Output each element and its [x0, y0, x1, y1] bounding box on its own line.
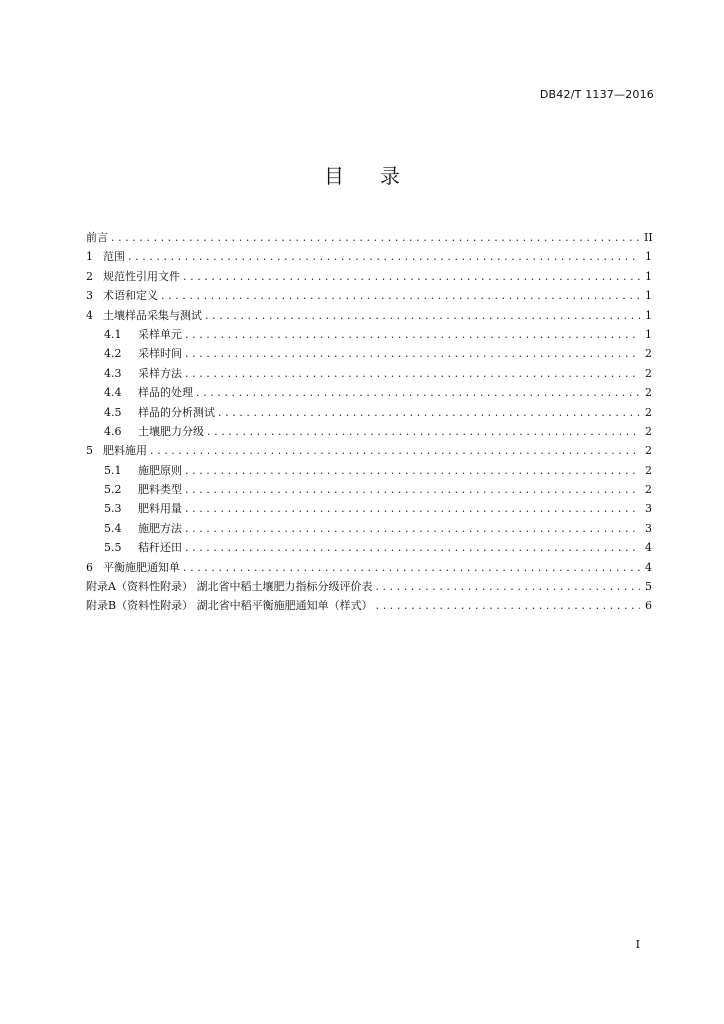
toc-entry-5-3[interactable]: [86, 499, 652, 518]
toc-section-number: 4.4: [104, 386, 122, 400]
toc-entry-4-6[interactable]: [86, 422, 652, 441]
toc-leader-dots: [376, 596, 640, 615]
toc-page-number: 2: [645, 483, 652, 497]
document-code: DB42/T 1137—2016: [539, 88, 654, 101]
toc-leader-dots: [150, 441, 640, 460]
toc-label: 范围: [103, 250, 125, 264]
toc-label: 土壤肥力分级: [138, 424, 204, 438]
toc-leader-dots: [185, 325, 640, 344]
toc-section-number: 1: [86, 250, 93, 264]
toc-label: 采样单元: [138, 327, 182, 341]
toc-entry-6[interactable]: [86, 558, 652, 577]
toc-leader-dots: [161, 286, 640, 305]
toc-entry-4[interactable]: [86, 306, 652, 325]
toc-entry-5-5[interactable]: [86, 538, 652, 557]
toc-entry-3[interactable]: [86, 286, 652, 305]
toc-page-number: 1: [645, 308, 652, 322]
toc-label: 规范性引用文件: [103, 269, 180, 283]
toc-entry-5-4[interactable]: [86, 519, 652, 538]
title-char-2: 录: [380, 164, 400, 188]
toc-leader-dots: [205, 306, 640, 325]
toc-entry-4-4[interactable]: [86, 383, 652, 402]
toc-leader-dots: [185, 344, 640, 363]
toc-entry-appendix-a[interactable]: [86, 577, 652, 596]
footer-page-number: I: [635, 938, 640, 951]
toc-leader-dots: [111, 228, 640, 247]
toc-entry-5-1[interactable]: [86, 461, 652, 480]
toc-leader-dots: [185, 519, 640, 538]
toc-leader-dots: [218, 403, 640, 422]
toc-leader-dots: [375, 577, 640, 596]
toc-entry-foreword[interactable]: [86, 228, 652, 247]
toc-entry-4-5[interactable]: [86, 403, 652, 422]
toc-section-number: 5.2: [104, 483, 122, 497]
toc-leader-dots: [207, 422, 640, 441]
toc-label: 平衡施肥通知单: [103, 560, 180, 574]
toc-entry-appendix-b[interactable]: [86, 596, 652, 615]
toc-section-number: 5.5: [104, 541, 122, 555]
toc-section-number: 4.3: [104, 366, 122, 380]
toc-section-number: 4.6: [104, 424, 122, 438]
toc-label: 肥料类型: [138, 483, 182, 497]
toc-label: 术语和定义: [103, 289, 158, 303]
toc-section-number: 5.1: [104, 463, 122, 477]
toc-entry-2[interactable]: [86, 267, 652, 286]
toc-section-number: 6: [86, 560, 93, 574]
toc-entry-4-2[interactable]: [86, 344, 652, 363]
toc-leader-dots: [183, 558, 640, 577]
toc-entry-5[interactable]: [86, 441, 652, 460]
toc-leader-dots: [185, 364, 640, 383]
toc-section-number: 5.3: [104, 502, 122, 516]
toc-label: 肥料用量: [138, 502, 182, 516]
toc-page-number: 1: [645, 250, 652, 264]
toc-page-number: 3: [645, 502, 652, 516]
toc-label: 采样方法: [138, 366, 182, 380]
toc-page-number: II: [644, 231, 653, 244]
toc-page-number: 2: [645, 386, 652, 400]
toc-leader-dots: [185, 461, 640, 480]
toc-label: 采样时间: [138, 347, 182, 361]
toc-section-number: 4.1: [104, 327, 122, 341]
toc-label: 施肥原则: [138, 463, 182, 477]
toc-leader-dots: [128, 247, 640, 266]
toc-page-number: 2: [645, 366, 652, 380]
toc-section-number: 4.5: [104, 405, 122, 419]
toc-label: 土壤样品采集与测试: [103, 308, 202, 322]
toc-label: 秸秆还田: [138, 541, 182, 555]
toc-label: 附录A（资料性附录） 湖北省中稻土壤肥力指标分级评价表: [86, 580, 373, 594]
toc-label: 样品的处理: [138, 386, 193, 400]
toc-page-number: 1: [645, 289, 652, 303]
toc-leader-dots: [185, 538, 640, 557]
toc-leader-dots: [185, 480, 640, 499]
toc-page-number: 2: [645, 405, 652, 419]
toc-section-number: 2: [86, 269, 93, 283]
toc-page-number: 1: [645, 327, 652, 341]
toc-label: 肥料施用: [103, 444, 147, 458]
toc-label: 附录B（资料性附录） 湖北省中稻平衡施肥通知单（样式）: [86, 599, 373, 613]
page-title: [0, 160, 724, 189]
toc-page-number: 4: [645, 560, 652, 574]
toc-page-number: 2: [645, 444, 652, 458]
toc-page-number: 3: [645, 521, 652, 535]
toc-page-number: 5: [645, 580, 652, 594]
toc-section-number: 4.2: [104, 347, 122, 361]
toc-label: 施肥方法: [138, 521, 182, 535]
toc-section-number: 3: [86, 289, 93, 303]
toc-page-number: 2: [645, 463, 652, 477]
toc-page-number: 1: [645, 269, 652, 283]
toc-section-number: 4: [86, 308, 93, 322]
toc-page-number: 6: [645, 599, 652, 613]
toc-page-number: 2: [645, 347, 652, 361]
toc-page-number: 4: [645, 541, 652, 555]
toc-leader-dots: [183, 267, 640, 286]
table-of-contents: [86, 228, 652, 616]
toc-leader-dots: [196, 383, 640, 402]
toc-leader-dots: [185, 499, 640, 518]
toc-label: 前言: [86, 231, 108, 244]
toc-label: 样品的分析测试: [138, 405, 215, 419]
toc-page-number: 2: [645, 424, 652, 438]
toc-section-number: 5.4: [104, 521, 122, 535]
toc-entry-4-3[interactable]: [86, 364, 652, 383]
toc-entry-4-1[interactable]: [86, 325, 652, 344]
toc-entry-1[interactable]: [86, 247, 652, 266]
toc-entry-5-2[interactable]: [86, 480, 652, 499]
toc-section-number: 5: [86, 444, 93, 458]
title-char-1: 目: [324, 164, 344, 188]
